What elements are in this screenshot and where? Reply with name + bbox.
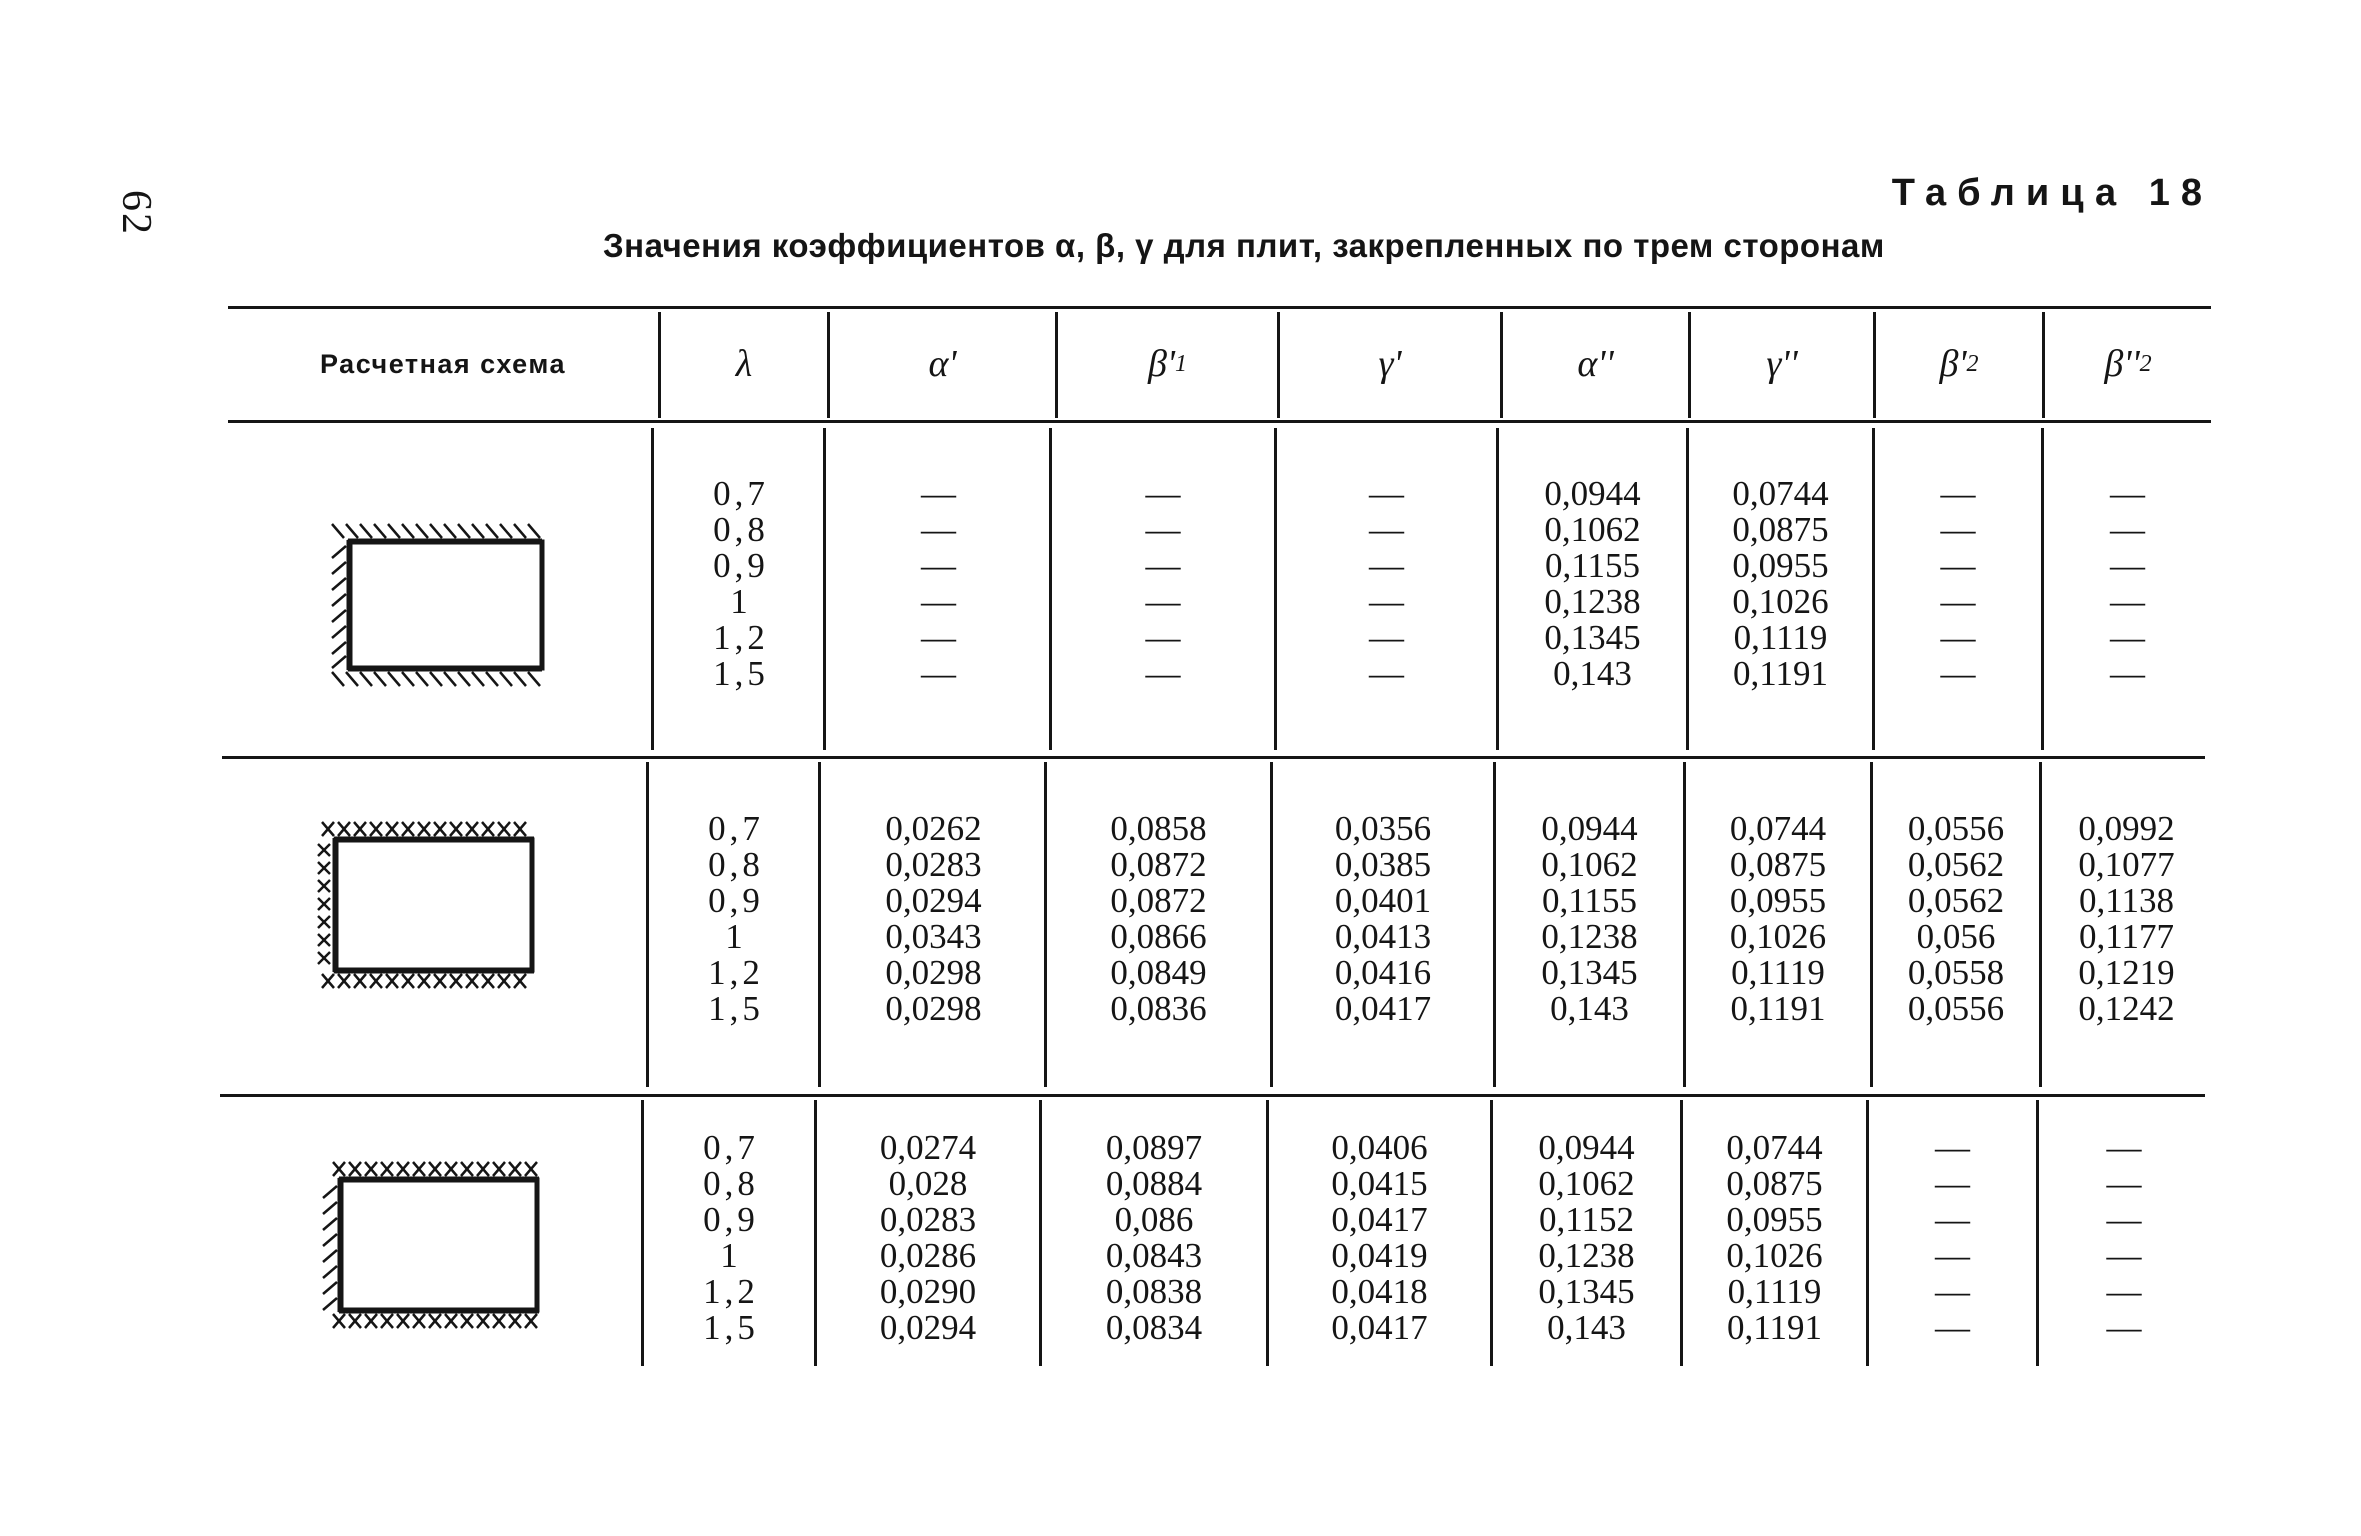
beta2b-value: 0,1077: [2078, 845, 2175, 884]
gamma2-value: 0,1191: [1733, 654, 1828, 693]
alpha1-value: 0,0283: [885, 845, 982, 884]
beta1-value: —: [1145, 510, 1181, 549]
alpha1-value: 0,0343: [885, 917, 982, 956]
beta2b-value: —: [2106, 1128, 2142, 1167]
beta1-value: 0,0872: [1110, 881, 1207, 920]
alpha2-value: 0,1062: [1538, 1164, 1635, 1203]
alpha1-value: 0,028: [888, 1164, 968, 1203]
beta2a-value: —: [1940, 510, 1976, 549]
header-beta2b: [2045, 310, 2211, 418]
gamma2-value: 0,1026: [1726, 1236, 1823, 1275]
gamma2-value: 0,1119: [1727, 1272, 1822, 1311]
beta2b-value: —: [2110, 582, 2145, 621]
alpha2-value: 0,1155: [1545, 546, 1640, 585]
lambda-value: 1: [720, 1236, 742, 1275]
beta2a-value: —: [1940, 546, 1976, 585]
beta1-value: —: [1145, 618, 1181, 657]
header-scheme: Расчетная схема: [320, 348, 566, 379]
row-divider-1: [222, 756, 2205, 759]
lambda-value: 0,9: [708, 881, 764, 920]
gamma1-value: 0,0418: [1331, 1272, 1428, 1311]
beta2a-value: —: [1935, 1308, 1970, 1347]
row1-beta1-column: [1052, 476, 1274, 692]
beta2b-value: —: [2106, 1164, 2142, 1203]
beta2a-value: —: [1935, 1128, 1970, 1167]
row2-gamma1-column: [1273, 811, 1493, 1027]
alpha2-value: 0,1155: [1542, 881, 1637, 920]
gamma2-value: 0,0744: [1732, 474, 1829, 513]
beta2a-value: —: [1935, 1236, 1970, 1275]
gamma1-value: 0,0417: [1331, 1200, 1428, 1239]
header-beta2b-subscript: 2: [2139, 350, 2152, 377]
beta2b-value: 0,1219: [2078, 953, 2175, 992]
gamma2-value: 0,0875: [1726, 1164, 1823, 1203]
alpha1-value: 0,0290: [879, 1272, 977, 1311]
alpha1-value: 0,0274: [879, 1128, 977, 1167]
gamma1-value: 0,0356: [1334, 809, 1432, 848]
lambda-value: 0,8: [703, 1164, 759, 1203]
body-col-divider: [651, 428, 654, 750]
body-col-divider: [641, 1100, 644, 1366]
gamma1-value: —: [1369, 474, 1404, 513]
lambda-value: 1,2: [703, 1272, 759, 1311]
alpha2-value: 0,1238: [1541, 917, 1638, 956]
row1-beta2a-column: [1875, 476, 2041, 692]
row2-alpha2-column: [1496, 811, 1683, 1027]
header-beta1-symbol: β': [1147, 343, 1176, 385]
alpha1-value: —: [921, 474, 956, 513]
gamma2-value: 0,1191: [1730, 989, 1826, 1028]
alpha1-value: 0,0262: [885, 809, 982, 848]
alpha2-value: 0,0944: [1544, 474, 1641, 513]
alpha2-value: 0,1152: [1539, 1200, 1634, 1239]
beta2a-value: —: [1940, 654, 1976, 693]
row1-alpha1-column: [826, 476, 1051, 692]
beta1-value: 0,0897: [1105, 1128, 1203, 1167]
alpha1-value: —: [921, 510, 956, 549]
beta2a-value: 0,0556: [1907, 809, 2005, 848]
gamma1-value: 0,0417: [1331, 1308, 1428, 1347]
beta2a-value: —: [1935, 1272, 1970, 1311]
beta2b-value: —: [2106, 1272, 2142, 1311]
body-col-divider: [646, 762, 649, 1087]
beta2b-value: —: [2110, 546, 2145, 585]
gamma2-value: 0,1026: [1732, 582, 1829, 621]
row2-alpha1-column: [821, 811, 1046, 1027]
beta2b-value: —: [2106, 1308, 2142, 1347]
beta1-value: —: [1145, 582, 1181, 621]
row3-lambda-column: [651, 1130, 811, 1346]
row1-gamma1-column: [1277, 476, 1496, 692]
beta2b-value: —: [2110, 618, 2145, 657]
alpha2-value: 0,0944: [1541, 809, 1638, 848]
alpha1-value: 0,0294: [885, 881, 982, 920]
lambda-value: 1,5: [713, 654, 769, 693]
beta2b-value: 0,1138: [2079, 881, 2174, 920]
gamma1-value: 0,0419: [1331, 1236, 1428, 1275]
header-beta2a-symbol: β': [1939, 343, 1967, 385]
alpha2-value: 0,1345: [1538, 1272, 1635, 1311]
beta2b-value: —: [2106, 1236, 2142, 1275]
beta2a-value: 0,0558: [1907, 953, 2005, 992]
beta1-value: —: [1145, 654, 1181, 693]
lambda-value: 0,7: [713, 474, 769, 513]
beta2b-value: —: [2110, 474, 2145, 513]
gamma2-value: 0,1026: [1729, 917, 1827, 956]
row3-beta2b-column: [2039, 1130, 2209, 1346]
table-label: Таблица 18: [1891, 172, 2213, 214]
alpha2-value: 0,1345: [1544, 618, 1641, 657]
beta2a-value: —: [1940, 618, 1976, 657]
beta1-value: 0,0838: [1105, 1272, 1203, 1311]
gamma2-value: 0,0875: [1732, 510, 1829, 549]
beta1-value: 0,0843: [1105, 1236, 1203, 1275]
page-number: 62: [113, 190, 159, 236]
gamma2-value: 0,0744: [1729, 809, 1827, 848]
row3-beta1-column: [1042, 1130, 1266, 1346]
row1-lambda-column: [661, 476, 821, 692]
alpha1-value: 0,0294: [879, 1308, 977, 1347]
gamma2-value: 0,0955: [1729, 881, 1827, 920]
beta2a-value: 0,0562: [1907, 845, 2005, 884]
alpha1-value: 0,0298: [885, 989, 982, 1028]
lambda-value: 0,7: [703, 1128, 759, 1167]
alpha1-value: 0,0298: [885, 953, 982, 992]
beta1-value: —: [1145, 474, 1181, 513]
gamma1-value: —: [1369, 546, 1404, 585]
row3-gamma1-column: [1269, 1130, 1490, 1346]
alpha1-value: —: [921, 654, 956, 693]
header-gamma2: γ'': [1766, 343, 1798, 385]
alpha1-value: 0,0286: [879, 1236, 977, 1275]
alpha2-value: 0,1062: [1544, 510, 1641, 549]
beta1-value: 0,0836: [1110, 989, 1207, 1028]
beta2a-value: 0,0556: [1907, 989, 2005, 1028]
beta2b-value: 0,1177: [2079, 917, 2174, 956]
alpha1-value: —: [921, 546, 956, 585]
alpha2-value: 0,1238: [1538, 1236, 1635, 1275]
gamma2-value: 0,0875: [1729, 845, 1827, 884]
scheme-two-clamped-one-hinged: [313, 1150, 553, 1340]
alpha1-value: 0,0283: [879, 1200, 977, 1239]
beta2a-value: 0,0562: [1907, 881, 2005, 920]
lambda-value: 1,5: [703, 1308, 759, 1347]
lambda-value: 1: [725, 917, 747, 956]
beta2a-value: —: [1935, 1200, 1970, 1239]
table-top-rule: [228, 306, 2211, 309]
gamma1-value: —: [1369, 510, 1404, 549]
lambda-value: 0,9: [713, 546, 769, 585]
row2-beta1-column: [1047, 811, 1270, 1027]
header-gamma1: γ': [1378, 343, 1402, 385]
gamma1-value: 0,0417: [1334, 989, 1432, 1028]
alpha2-value: 0,1238: [1544, 582, 1641, 621]
gamma1-value: 0,0415: [1331, 1164, 1428, 1203]
beta2b-value: —: [2110, 510, 2145, 549]
gamma1-value: 0,0416: [1334, 953, 1432, 992]
header-beta2a-subscript: 2: [1966, 350, 1979, 377]
lambda-value: 0,7: [708, 809, 764, 848]
header-beta1-subscript: 1: [1175, 350, 1188, 377]
row3-alpha2-column: [1493, 1130, 1680, 1346]
beta1-value: 0,086: [1114, 1200, 1194, 1239]
header-alpha1: α': [928, 343, 957, 385]
row3-beta2a-column: [1869, 1130, 2036, 1346]
header-beta2a: [1876, 310, 2042, 418]
alpha2-value: 0,143: [1550, 989, 1629, 1028]
header-alpha2: α'': [1577, 343, 1614, 385]
lambda-value: 1,2: [713, 618, 769, 657]
row3-gamma2-column: [1683, 1130, 1866, 1346]
alpha2-value: 0,143: [1553, 654, 1632, 693]
beta1-value: 0,0858: [1110, 809, 1207, 848]
beta1-value: 0,0884: [1105, 1164, 1203, 1203]
gamma1-value: 0,0413: [1334, 917, 1432, 956]
gamma1-value: —: [1369, 582, 1404, 621]
beta2b-value: —: [2106, 1200, 2142, 1239]
lambda-value: 1: [730, 582, 752, 621]
row-divider-2: [220, 1094, 2205, 1097]
beta1-value: 0,0849: [1110, 953, 1207, 992]
beta1-value: 0,0872: [1110, 845, 1207, 884]
alpha2-value: 0,0944: [1538, 1128, 1635, 1167]
header-bottom-rule: [228, 420, 2211, 423]
gamma2-value: 0,1119: [1733, 618, 1828, 657]
beta2b-value: —: [2110, 654, 2145, 693]
scheme-three-side-clamped: [308, 810, 548, 1000]
lambda-value: 1,5: [708, 989, 764, 1028]
lambda-value: 0,8: [708, 845, 764, 884]
alpha2-value: 0,1345: [1541, 953, 1638, 992]
alpha1-value: —: [921, 618, 956, 657]
row2-beta2a-column: [1873, 811, 2039, 1027]
row2-lambda-column: [656, 811, 816, 1027]
gamma2-value: 0,0744: [1726, 1128, 1823, 1167]
gamma1-value: 0,0406: [1331, 1128, 1428, 1167]
gamma2-value: 0,0955: [1732, 546, 1829, 585]
beta2a-value: —: [1940, 582, 1976, 621]
beta2a-value: —: [1935, 1164, 1970, 1203]
beta2a-value: 0,056: [1916, 917, 1996, 956]
alpha2-value: 0,1062: [1541, 845, 1638, 884]
beta2b-value: 0,0992: [2078, 809, 2175, 848]
header-lambda: λ: [735, 343, 753, 385]
gamma1-value: 0,0401: [1334, 881, 1432, 920]
beta2b-value: 0,1242: [2078, 989, 2175, 1028]
scheme-three-side-hinged: [318, 510, 558, 700]
beta1-value: 0,0866: [1110, 917, 1207, 956]
gamma1-value: —: [1369, 618, 1404, 657]
row3-alpha1-column: [817, 1130, 1039, 1346]
gamma1-value: —: [1369, 654, 1404, 693]
header-beta1: [1058, 310, 1277, 418]
beta1-value: 0,0834: [1105, 1308, 1203, 1347]
header-beta2b-symbol: β'': [2104, 343, 2140, 385]
lambda-value: 0,8: [713, 510, 769, 549]
gamma1-value: 0,0385: [1334, 845, 1432, 884]
gamma2-value: 0,1119: [1731, 953, 1825, 992]
alpha2-value: 0,143: [1547, 1308, 1626, 1347]
alpha1-value: —: [921, 582, 956, 621]
gamma2-value: 0,1191: [1727, 1308, 1822, 1347]
row1-gamma2-column: [1689, 476, 1872, 692]
row1-alpha2-column: [1499, 476, 1686, 692]
gamma2-value: 0,0955: [1726, 1200, 1823, 1239]
row2-gamma2-column: [1686, 811, 1870, 1027]
beta1-value: —: [1145, 546, 1181, 585]
lambda-value: 1,2: [708, 953, 764, 992]
row1-beta2b-column: [2044, 476, 2211, 692]
row2-beta2b-column: [2042, 811, 2211, 1027]
lambda-value: 0,9: [703, 1200, 759, 1239]
beta2a-value: —: [1940, 474, 1976, 513]
table-title: Значения коэффициентов α, β, γ для плит, закрепленных по трем сторонам: [603, 227, 1885, 264]
